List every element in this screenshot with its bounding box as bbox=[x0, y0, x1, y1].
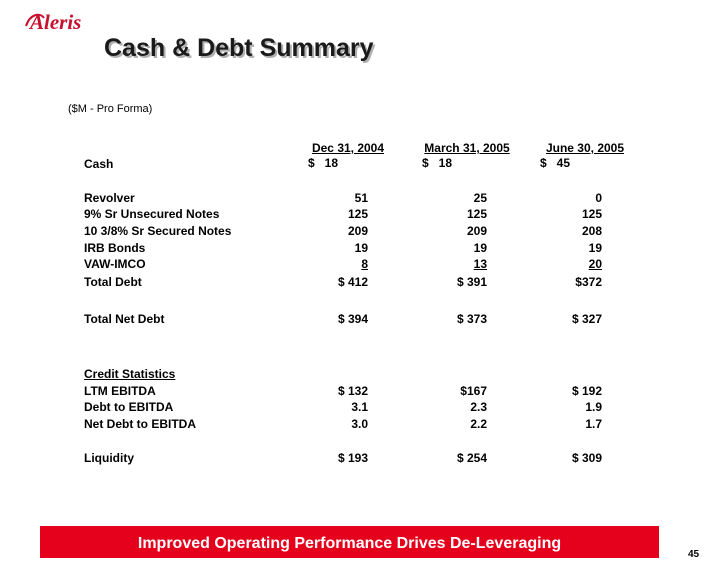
debt-row-value bbox=[520, 256, 602, 272]
page-title: Cash & Debt Summary bbox=[104, 34, 374, 62]
cash-value-3: $ 45 bbox=[540, 156, 571, 170]
debt-row-label: 9% Sr Unsecured Notes bbox=[84, 207, 220, 221]
debt-row-value: 19 bbox=[588, 241, 602, 255]
credit-row-value: $ 132 bbox=[337, 384, 368, 398]
column-header-dec-2004: Dec 31, 2004 bbox=[311, 141, 385, 155]
debt-row-value: 19 bbox=[473, 241, 487, 255]
credit-row-value: 1.7 bbox=[585, 417, 602, 431]
page-number: 45 bbox=[688, 549, 700, 560]
debt-row-value: 125 bbox=[466, 207, 487, 221]
net-debt-label: Total Net Debt bbox=[84, 312, 165, 326]
cash-value-2: $ 18 bbox=[422, 156, 453, 170]
credit-row-label: Net Debt to EBITDA bbox=[84, 417, 196, 431]
liquidity-value: $ 254 bbox=[456, 451, 487, 465]
debt-row-label: VAW-IMCO bbox=[84, 257, 146, 271]
credit-row-value: 3.1 bbox=[351, 400, 368, 414]
debt-row-value: 51 bbox=[354, 191, 368, 205]
cash-label: Cash bbox=[84, 157, 114, 171]
debt-row-value: 19 bbox=[354, 241, 368, 255]
summary-banner: Improved Operating Performance Drives De-Leveraging bbox=[40, 526, 659, 558]
credit-row-value: $ 192 bbox=[571, 384, 602, 398]
total-debt-value: $ 391 bbox=[456, 275, 487, 289]
column-header-mar-2005: March 31, 2005 bbox=[424, 141, 510, 155]
credit-row-value: 2.2 bbox=[470, 417, 487, 431]
total-debt-label: Total Debt bbox=[84, 275, 142, 289]
debt-row-value: 209 bbox=[347, 224, 368, 238]
credit-row-value: $167 bbox=[460, 384, 487, 398]
debt-row-value: 0 bbox=[595, 191, 602, 205]
credit-row-value: 3.0 bbox=[351, 417, 368, 431]
debt-row-value: 209 bbox=[466, 224, 487, 238]
debt-row-value: 125 bbox=[347, 207, 368, 221]
debt-row-value-text: 20 bbox=[588, 257, 602, 271]
column-header-jun-2005: June 30, 2005 bbox=[545, 141, 625, 155]
liquidity-label: Liquidity bbox=[84, 451, 134, 465]
debt-row-value: 25 bbox=[473, 191, 487, 205]
credit-statistics-header: Credit Statistics bbox=[84, 367, 176, 381]
credit-row-value: 2.3 bbox=[470, 400, 487, 414]
debt-row-label: IRB Bonds bbox=[84, 241, 146, 255]
total-debt-value: $ 412 bbox=[337, 275, 368, 289]
total-debt-value: $372 bbox=[575, 275, 602, 289]
net-debt-value: $ 373 bbox=[456, 312, 487, 326]
credit-row-label: LTM EBITDA bbox=[84, 384, 156, 398]
debt-row-value-text: 13 bbox=[473, 257, 487, 271]
logo-text: Aleris bbox=[30, 10, 82, 34]
debt-row-label: Revolver bbox=[84, 191, 135, 205]
liquidity-value: $ 309 bbox=[571, 451, 602, 465]
debt-row-label: 10 3/8% Sr Secured Notes bbox=[84, 224, 232, 238]
debt-row-value: 208 bbox=[581, 224, 602, 238]
cash-value-1: $ 18 bbox=[308, 156, 339, 170]
net-debt-value: $ 394 bbox=[337, 312, 368, 326]
net-debt-value: $ 327 bbox=[571, 312, 602, 326]
debt-row-value-text: 8 bbox=[361, 257, 368, 271]
liquidity-value: $ 193 bbox=[337, 451, 368, 465]
subtitle: ($M - Pro Forma) bbox=[68, 103, 153, 115]
debt-row-value bbox=[400, 256, 487, 272]
debt-row-value: 125 bbox=[581, 207, 602, 221]
credit-row-value: 1.9 bbox=[585, 400, 602, 414]
credit-row-label: Debt to EBITDA bbox=[84, 400, 174, 414]
debt-row-value bbox=[300, 256, 368, 272]
